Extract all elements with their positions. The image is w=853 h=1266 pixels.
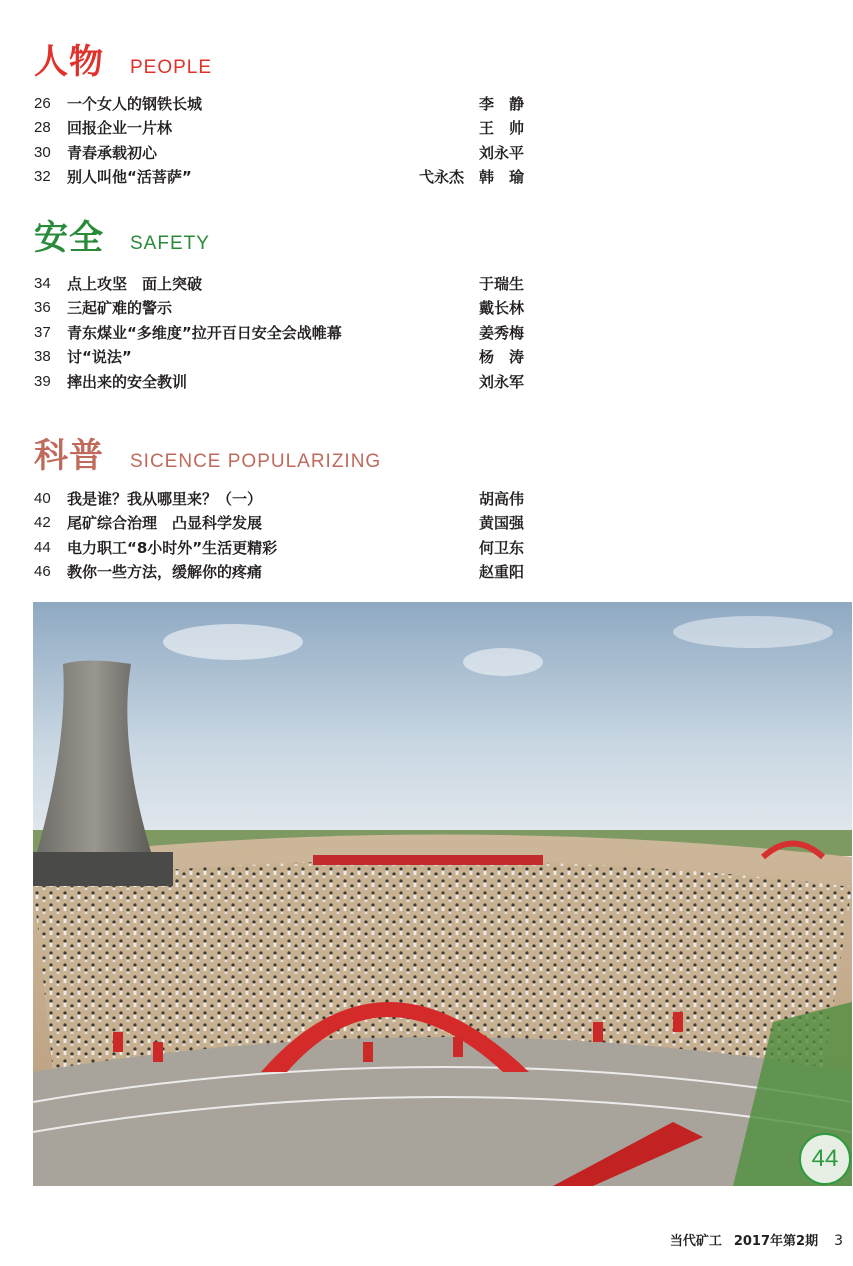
toc-title: 青春承载初心 <box>67 143 158 162</box>
toc-author: 李 静 <box>478 95 524 113</box>
page-number: 3 <box>834 1233 843 1249</box>
toc-author: 黄国强 <box>478 514 524 533</box>
toc-item[interactable] <box>34 560 524 584</box>
toc-author: 赵重阳 <box>478 563 524 582</box>
toc-title: 三起矿难的警示 <box>67 299 173 318</box>
toc-item[interactable] <box>34 296 524 320</box>
toc-title: 别人叫他“活菩萨” <box>67 168 192 187</box>
section-title-safety: 安全 <box>34 218 104 258</box>
toc-item[interactable] <box>34 272 524 296</box>
toc-title: 青东煤业“多维度”拉开百日安全会战帷幕 <box>67 323 342 342</box>
toc-title: 我是谁？我从哪里来？（一） <box>67 490 263 508</box>
toc-author: 于瑞生 <box>478 275 524 293</box>
toc-title: 教你一些方法，缓解你的疼痛 <box>67 563 263 582</box>
toc-page-number: 34 <box>34 275 51 292</box>
toc-item[interactable] <box>34 487 524 511</box>
section-title-science: 科普 <box>34 436 104 476</box>
toc-page-number: 32 <box>34 168 51 186</box>
issue-label: 2017年第2期 <box>733 1234 819 1249</box>
toc-page-number: 28 <box>34 119 51 137</box>
magazine-name: 当代矿工 <box>669 1234 722 1249</box>
section-subtitle-science: SICENCE POPULARIZING <box>130 451 382 472</box>
toc-item[interactable] <box>34 370 524 394</box>
toc-page-number: 40 <box>34 490 51 507</box>
toc-title: 回报企业一片林 <box>67 119 173 138</box>
toc-list-science <box>34 487 524 585</box>
toc-author: 弋永杰 韩 瑜 <box>418 168 524 187</box>
toc-author: 戴长林 <box>478 299 524 318</box>
toc-item[interactable] <box>34 345 524 369</box>
section-header-safety <box>34 210 210 260</box>
toc-list-safety <box>34 272 524 394</box>
toc-page-number: 30 <box>34 143 51 161</box>
toc-page-number: 39 <box>34 372 51 390</box>
toc-title: 摔出来的安全教训 <box>67 372 188 391</box>
toc-author: 胡高伟 <box>478 490 524 508</box>
stadium-gathering-illustration <box>33 602 852 1186</box>
section-header-science <box>34 428 381 478</box>
toc-author: 刘永军 <box>478 372 524 391</box>
toc-author: 杨 涛 <box>478 348 524 367</box>
toc-page-number: 36 <box>34 299 51 317</box>
toc-page-number: 37 <box>34 323 51 341</box>
section-title-people: 人物 <box>34 42 104 82</box>
toc-title: 电力职工“8小时外”生活更精彩 <box>67 538 278 557</box>
toc-author: 王 帅 <box>478 119 524 138</box>
page-footer <box>670 1230 843 1249</box>
toc-item[interactable] <box>34 536 524 560</box>
section-subtitle-people: PEOPLE <box>130 57 213 78</box>
page-badge[interactable]: 44 <box>799 1133 851 1185</box>
toc-item[interactable] <box>34 321 524 345</box>
toc-page-number: 44 <box>34 538 51 556</box>
toc-title: 点上攻坚 面上突破 <box>67 275 203 293</box>
toc-title: 一个女人的钢铁长城 <box>67 95 203 113</box>
toc-title: 讨“说法” <box>67 348 132 367</box>
toc-item[interactable] <box>34 92 524 116</box>
toc-title: 尾矿综合治理 凸显科学发展 <box>67 514 263 533</box>
feature-photo[interactable] <box>33 602 852 1186</box>
toc-item[interactable] <box>34 165 524 189</box>
toc-item[interactable] <box>34 141 524 165</box>
toc-author: 何卫东 <box>478 538 524 557</box>
toc-author: 姜秀梅 <box>478 323 524 342</box>
toc-page-number: 42 <box>34 514 51 532</box>
section-header-people <box>34 34 212 84</box>
toc-page-number: 38 <box>34 348 51 366</box>
toc-author: 刘永平 <box>478 143 524 162</box>
section-subtitle-safety: SAFETY <box>130 233 210 254</box>
toc-item[interactable] <box>34 116 524 140</box>
toc-page-number: 46 <box>34 563 51 581</box>
toc-page-number: 26 <box>34 95 51 112</box>
toc-list-people <box>34 92 524 190</box>
toc-item[interactable] <box>34 511 524 535</box>
